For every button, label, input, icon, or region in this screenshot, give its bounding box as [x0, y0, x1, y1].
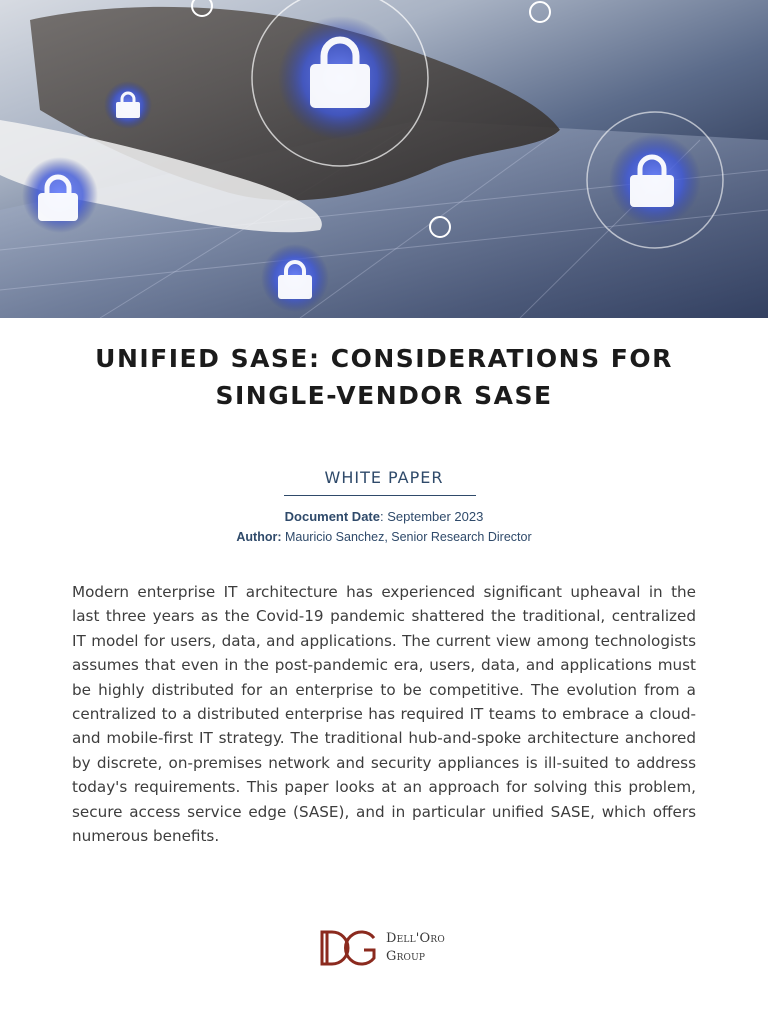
author-value: Mauricio Sanchez, Senior Research Director — [281, 530, 532, 544]
logo-line-2: Group — [386, 949, 426, 964]
divider — [284, 495, 476, 496]
title-line-2: SINGLE-VENDOR SASE — [215, 381, 553, 410]
logo-line-1: Dell'Oro — [386, 931, 445, 946]
date-label: Document Date — [284, 509, 380, 524]
hero-image — [0, 0, 768, 318]
logo-wordmark — [386, 930, 445, 966]
intro-paragraph: Modern enterprise IT architecture has experienced significant upheaval in the last three years as the Covid-19 pandemic shattered the traditional, centralized IT model for users, data, and applications. The current view among technologists assumes that even in the post-pandemic era, users, data, and applications must be highly distributed for an enterprise to be competitive. The evolution from a centralized to a distributed enterprise has required IT teams to embrace a cloud- and mobile-first IT strategy. The traditional hub-and-spoke architecture anchored by discrete, on-premises network and security appliances is ill-suited to address today's requirements. This paper looks at an approach for solving this problem, secure access service edge (SASE), and in particular unified SASE, which offers numerous benefits. — [72, 583, 696, 846]
dg-logo-icon — [320, 930, 378, 966]
document-type: WHITE PAPER — [324, 468, 444, 487]
date-value: : September 2023 — [380, 509, 484, 524]
company-logo — [320, 928, 460, 968]
document-title — [0, 340, 768, 414]
logo-mark-text: DG — [320, 930, 322, 931]
author-label: Author: — [236, 530, 282, 544]
padlock-illustration — [0, 0, 768, 318]
document-author — [0, 530, 768, 544]
document-date — [0, 509, 768, 524]
title-line-1: UNIFIED SASE: CONSIDERATIONS FOR — [95, 344, 673, 373]
